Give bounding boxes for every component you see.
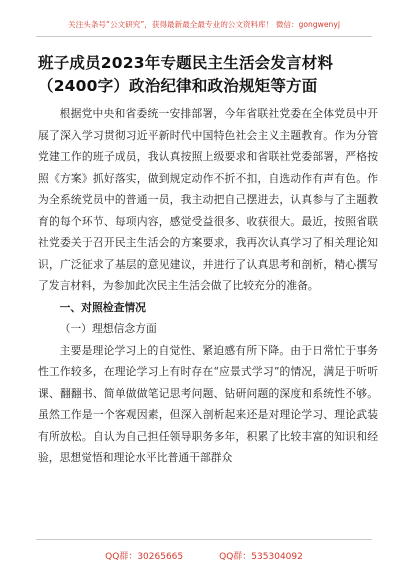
body-paragraph: 主要是理论学习上的自觉性、紧迫感有所下降。由于日常忙于事务性工作较多，在理论学习上有时存在“应景式学习”的情况，满足于听听课、翻翻书、简单做做笔记思考问题、钻研问题的深度和系统性不够。虽然工作是一个客观因素，但深入剖析起来还是对理论学习、理论武装有所放松。自认为自己担任领导职务多年，积累了比较丰富的知识和经验，思想觉悟和理论水平比普通干部群众 [38, 343, 378, 464]
footer-qq-2: QQ群：535304092 [219, 552, 303, 562]
page-header [36, 12, 372, 37]
footer-qq-1: QQ群：30265665 [105, 552, 184, 562]
subsection-heading: （一）理想信念方面 [59, 322, 157, 335]
header-notice: 关注头条号“公文研究”，获得最新最全最专业的公文资料库！ 微信：gongwenyj [68, 19, 340, 29]
page-footer [36, 539, 372, 562]
section-heading: 一、对照检查情况 [59, 300, 146, 314]
document-title: 班子成员2023年专题民主生活会发言材料（2400字）政治纪律和政治规矩等方面 [38, 54, 334, 95]
document-body [38, 103, 378, 469]
body-paragraph: 根据党中央和省委统一安排部署，今年省联社党委在全体党员中开展了深入学习贯彻习近平新时代中国特色社会主义主题教育。作为分管党建工作的班子成员，我认真按照上级要求和省联社党委部署，严格按照《方案》抓好落实，做到规定动作不折不扣，自选动作有声有色。作为全系统党员中的普通一员，我主动把自己摆进去，认真参与了主题教育的每个环节、每项内容，感觉受益很多、收获很大。最近，按照省联社党委关于召开民主生活会的方案要求，我再次认真学习了相关理论知识，广泛征求了基层的意见建议，并进行了认真思考和剖析，精心撰写了发言材料，为参加此次民主生活会做了比较充分的准备。 [38, 107, 378, 292]
